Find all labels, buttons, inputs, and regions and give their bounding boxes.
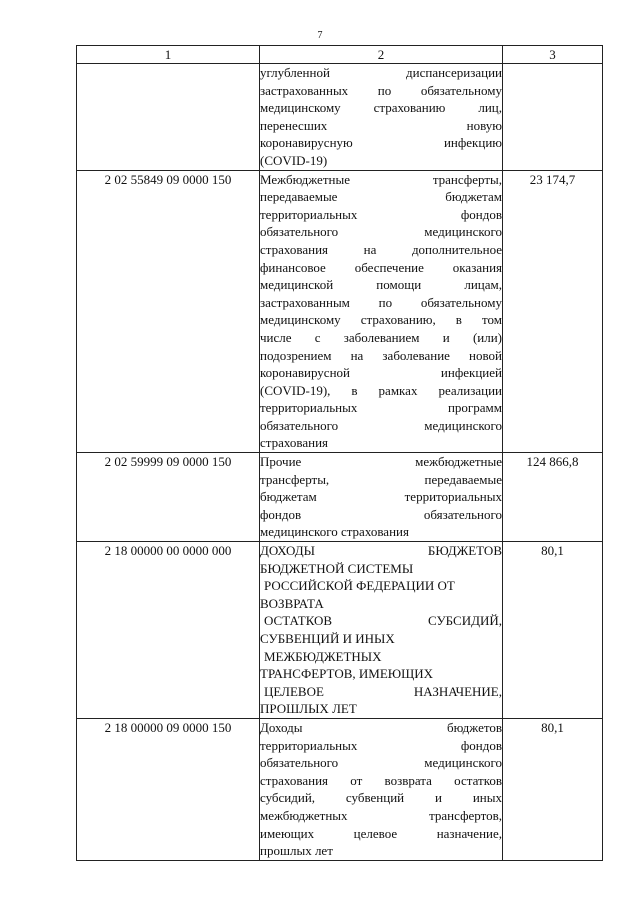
description-line: перенесших новую [260,117,502,133]
table-row [77,542,603,719]
description-line: страхования на дополнительное [260,241,502,257]
description-line: страхования от возврата остатков [260,772,502,788]
row-code: 2 18 00000 09 0000 150 [77,718,260,860]
description-line: СУБВЕНЦИЙ И ИНЫХ [260,631,395,646]
description-line: субсидий, субвенций и иных [260,790,502,806]
description-line: фондов обязательного [260,506,502,522]
row-description [260,718,503,860]
description-line: углубленной диспансеризации [260,65,502,80]
description-line: территориальных фондов [260,737,502,753]
row-amount: 23 174,7 [503,170,603,453]
description-line: медицинскому страхованию, в том [260,312,502,328]
row-amount [503,64,603,171]
budget-table [76,45,603,861]
description-line: Доходы бюджетов [260,719,502,735]
description-line: (COVID-19) [260,152,328,168]
description-line: обязательного медицинского [260,224,502,240]
description-line: прошлых лет [260,843,333,859]
table-row [77,170,603,453]
header-col-3: 3 [503,46,603,64]
description-line: РОССИЙСКОЙ ФЕДЕРАЦИИ ОТ [264,578,455,594]
description-line: ТРАНСФЕРТОВ, ИМЕЮЩИХ [260,666,434,682]
table-row [77,718,603,860]
description-line: обязательного медицинского [260,755,502,771]
description-line: ОСТАТКОВ СУБСИДИЙ, [264,613,502,629]
row-code: 2 02 55849 09 0000 150 [77,170,260,453]
row-amount: 124 866,8 [503,453,603,542]
description-line: межбюджетных трансфертов, [260,807,502,823]
description-line: ДОХОДЫ БЮДЖЕТОВ [260,543,502,559]
description-line: застрахованных по обязательному [260,82,502,98]
description-line: обязательного медицинского [260,417,502,433]
description-line: Прочие межбюджетные [260,454,502,470]
header-col-1: 1 [77,46,260,64]
row-amount: 80,1 [503,718,603,860]
description-line: территориальных программ [260,400,502,416]
table-row [77,453,603,542]
row-code: 2 02 59999 09 0000 150 [77,453,260,542]
description-line: трансферты, передаваемые [260,471,502,487]
description-line: числе с заболеванием и (или) [260,329,502,345]
row-code [77,64,260,171]
description-line: коронавирусной инфекцией [260,365,502,381]
description-line: ЦЕЛЕВОЕ НАЗНАЧЕНИЕ, [264,683,502,699]
row-description [260,542,503,719]
description-line: застрахованным по обязательному [260,294,502,310]
description-line: имеющих целевое назначение, [260,825,502,841]
description-line: финансовое обеспечение оказания [260,259,502,275]
description-line: коронавирусную инфекцию [260,135,502,151]
description-line: медицинскому страхованию лиц, [260,100,502,116]
row-amount: 80,1 [503,542,603,719]
description-line: передаваемые бюджетам [260,189,502,205]
row-description [260,170,503,453]
description-line: страхования [260,435,329,451]
header-col-2: 2 [260,46,503,64]
table-row [77,64,603,171]
description-line: бюджетам территориальных [260,489,502,505]
description-line: БЮДЖЕТНОЙ СИСТЕМЫ [260,560,414,576]
description-line: территориальных фондов [260,206,502,222]
description-line: медицинской помощи лицам, [260,277,502,293]
description-line: ВОЗВРАТА [260,595,324,611]
row-description [260,453,503,542]
description-line: медицинского страхования [260,524,409,540]
table-header-row [77,46,603,64]
description-line: Межбюджетные трансферты, [260,171,502,187]
description-line: ПРОШЛЫХ ЛЕТ [260,701,357,717]
row-description [260,64,503,171]
row-code: 2 18 00000 00 0000 000 [77,542,260,719]
description-line: подозрением на заболевание новой [260,347,502,363]
description-line: МЕЖБЮДЖЕТНЫХ [264,648,382,664]
page-number: 7 [317,30,323,41]
description-line: (COVID-19), в рамках реализации [260,382,502,398]
